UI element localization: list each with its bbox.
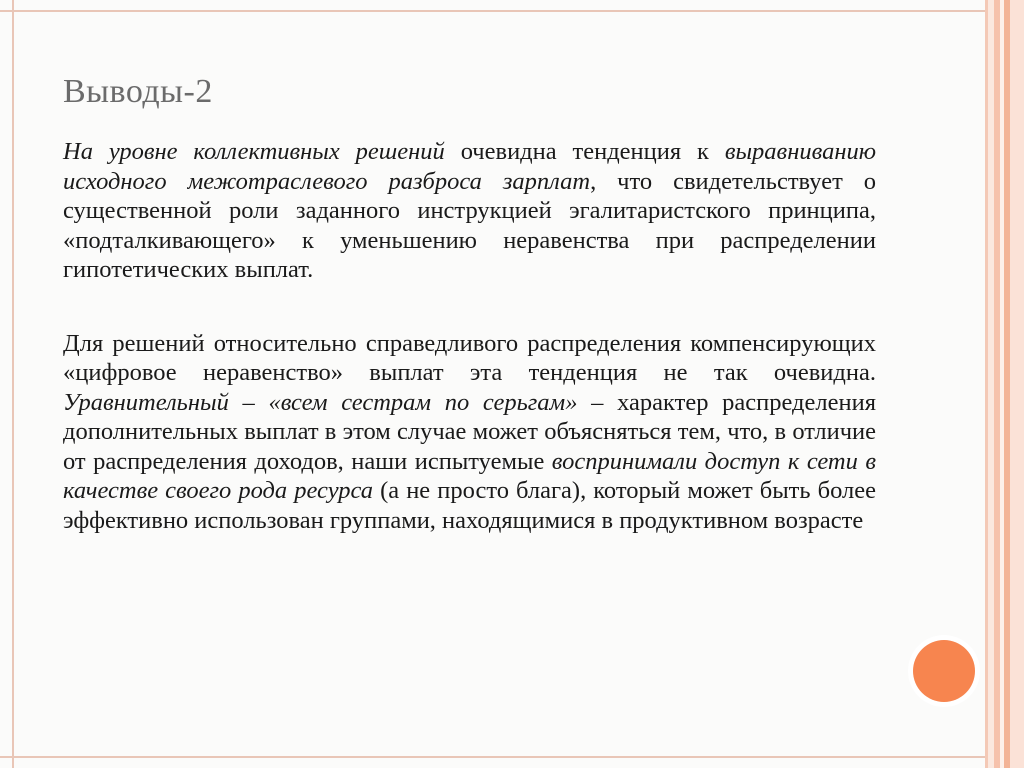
frame-line-top: [0, 10, 986, 12]
decorative-stripe: [1010, 0, 1024, 768]
text-run: воспринимали доступ к сети в качестве своего рода ресурса: [63, 447, 876, 504]
text-run: Уравнительный: [63, 388, 229, 416]
text-run: –: [228, 388, 269, 416]
text-run: – характер распределения дополнительных выплат в этом случае может объясняться тем, что, в отличие от распределения доходов, наши испытуемые: [63, 388, 876, 475]
paragraph-fair-distribution: [63, 329, 876, 536]
text-run: (а не просто блага), который может быть более эффективно использован группами, находящимися в продуктивном возрасте: [63, 477, 876, 534]
text-run: очевидна тенденция к: [444, 138, 725, 165]
slide-body: [63, 137, 876, 535]
accent-circle: [913, 640, 975, 702]
text-run: выравниванию исходного межотраслевого разброса зарплат: [63, 138, 876, 195]
text-run: , что свидетельствует о существенной роли заданного инструкцией эгалитаристского принципа, «подталкивающего» к уменьшению неравенства при распределении гипотетических выплат.: [63, 167, 877, 283]
frame-line-left: [12, 0, 14, 768]
text-run: «всем сестрам по серьгам»: [268, 388, 578, 416]
text-run: На уровне коллективных решений: [63, 138, 445, 165]
frame-line-bottom: [0, 756, 986, 758]
slide-title: Выводы-2: [63, 73, 213, 110]
paragraph-collective-decisions: [63, 137, 876, 285]
text-run: Для решений относительно справедливого распределения компенсирующих «цифровое неравенство» выплат эта тенденция не так очевидна.: [63, 329, 876, 386]
